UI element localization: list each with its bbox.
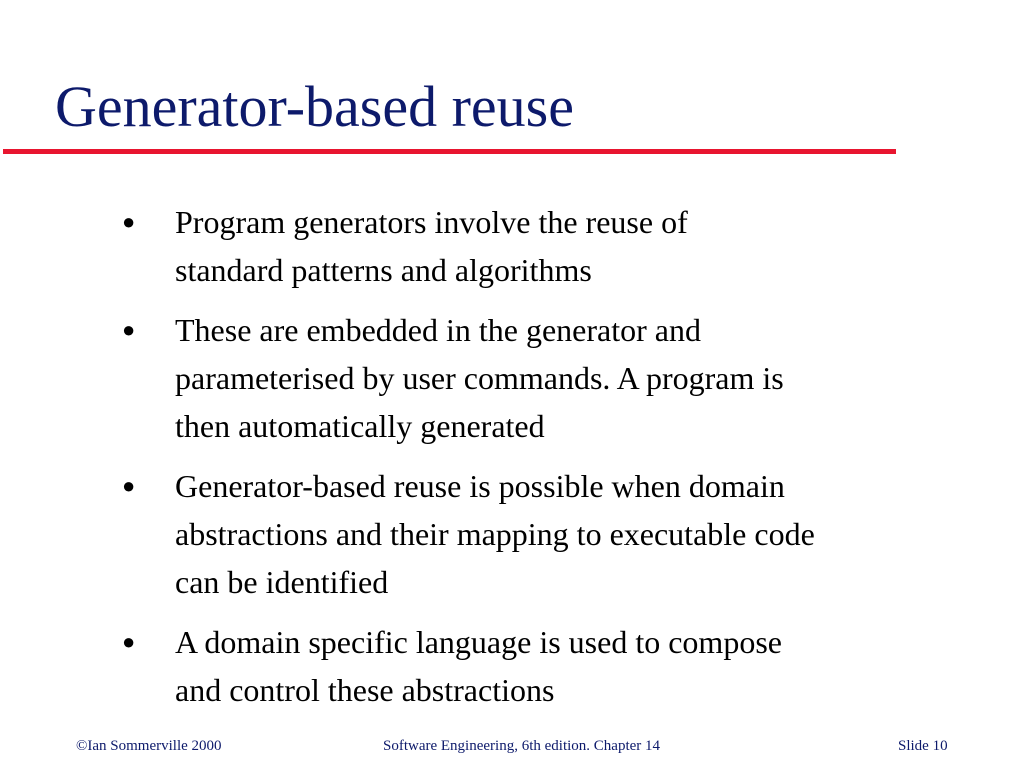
bullet-text-line: Program generators involve the reuse of xyxy=(175,204,688,240)
bullet-text-line: Generator-based reuse is possible when domain xyxy=(175,468,785,504)
footer-slide-number: Slide 10 xyxy=(898,738,948,754)
bullet-text-line: and control these abstractions xyxy=(175,672,555,708)
slide-title: Generator-based reuse xyxy=(55,74,574,139)
bullet-list xyxy=(122,198,1002,726)
bullet-dot-icon: ● xyxy=(122,317,136,342)
bullet-item xyxy=(122,198,1002,294)
bullet-text-line: then automatically generated xyxy=(175,408,545,444)
bullet-text-line: standard patterns and algorithms xyxy=(175,252,592,288)
footer-copyright: ©Ian Sommerville 2000 xyxy=(76,738,222,754)
bullet-item xyxy=(122,306,1002,450)
bullet-text-line: A domain specific language is used to compose xyxy=(175,624,782,660)
bullet-item xyxy=(122,462,1002,606)
bullet-text-line: abstractions and their mapping to executable code xyxy=(175,516,815,552)
bullet-item xyxy=(122,618,1002,714)
title-underline-rule xyxy=(3,149,896,154)
bullet-dot-icon: ● xyxy=(122,209,136,234)
bullet-text-line: parameterised by user commands. A program is xyxy=(175,360,784,396)
bullet-dot-icon: ● xyxy=(122,629,136,654)
bullet-dot-icon: ● xyxy=(122,473,136,498)
footer-book-title: Software Engineering, 6th edition. Chapter 14 xyxy=(383,738,661,754)
bullet-text-line: can be identified xyxy=(175,564,389,600)
bullet-text-line: These are embedded in the generator and xyxy=(175,312,701,348)
